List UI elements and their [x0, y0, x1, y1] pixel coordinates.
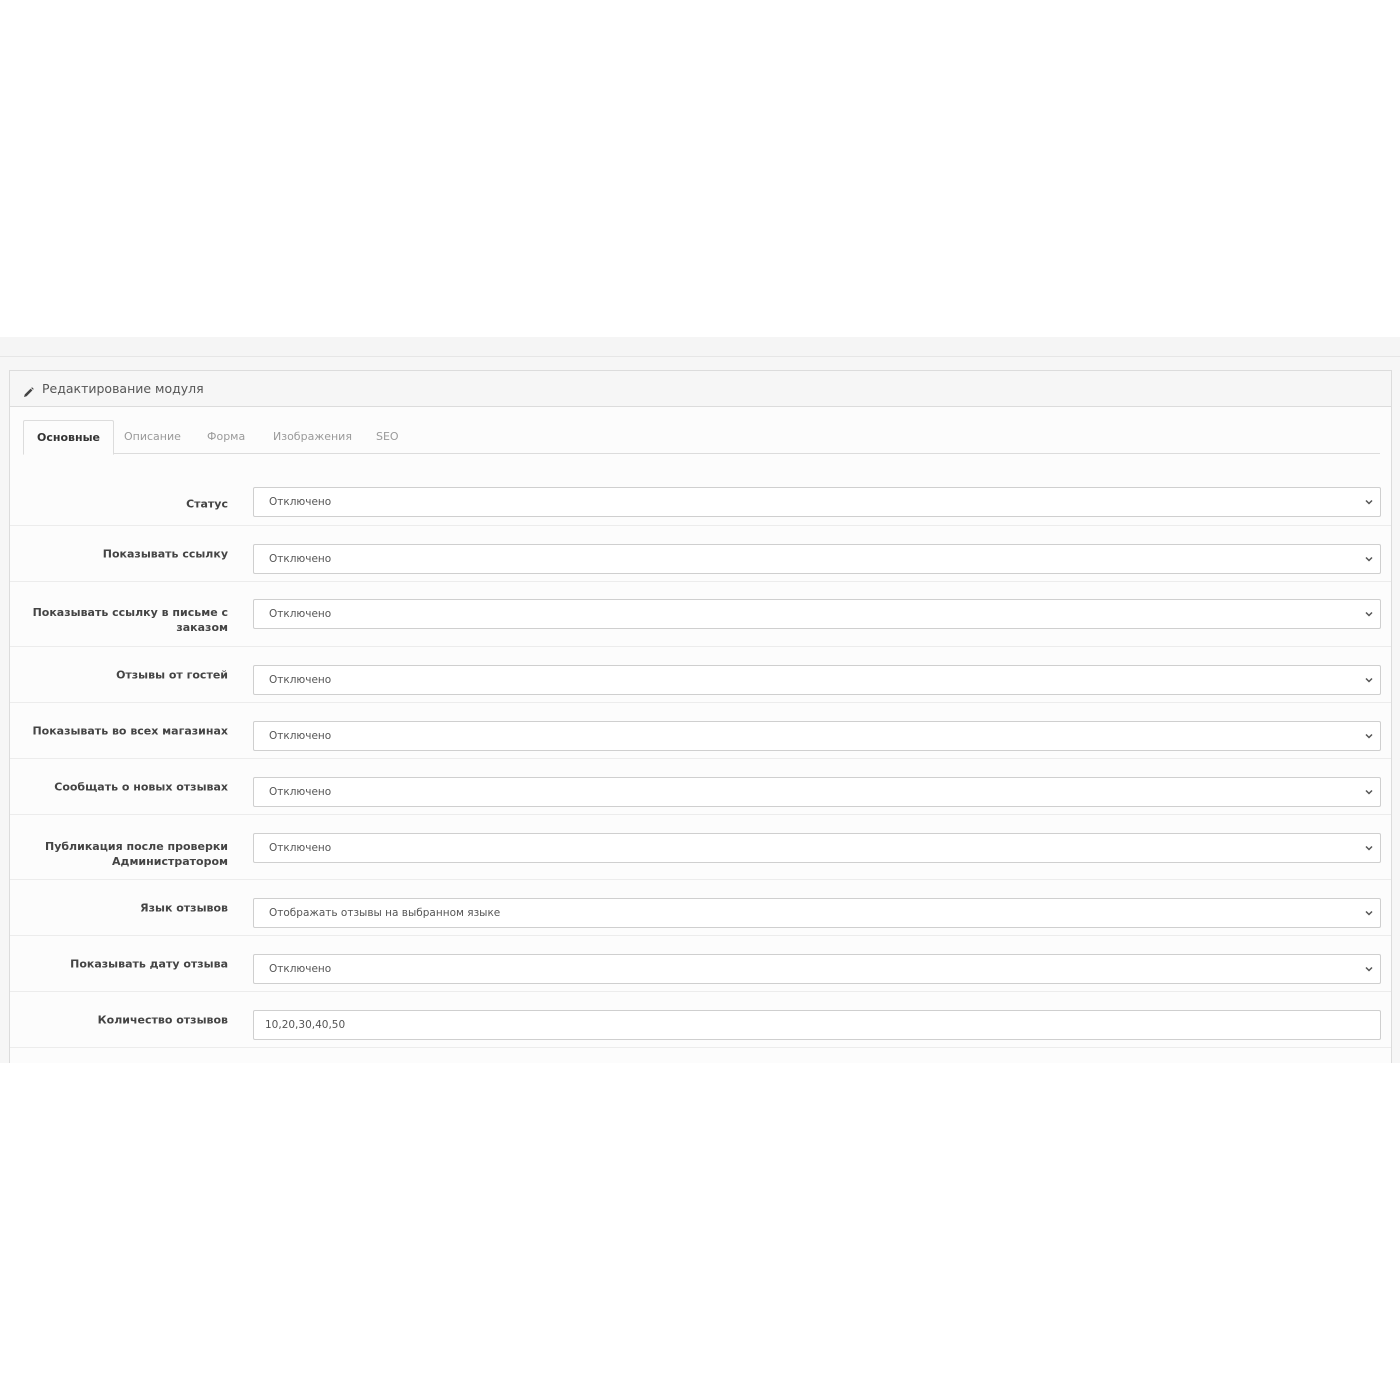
select-value: Отключено [269, 963, 332, 975]
all-stores-select[interactable] [253, 721, 1381, 751]
chevron-down-icon [1364, 675, 1374, 685]
show-link-select[interactable] [253, 544, 1381, 574]
tab-main[interactable]: Основные [23, 420, 114, 455]
tab-images[interactable]: Изображения [273, 430, 352, 443]
select-value: Отключено [269, 786, 332, 798]
form-row-guest-reviews [10, 647, 1391, 703]
form-row-show-link [10, 526, 1391, 582]
chevron-down-icon [1364, 843, 1374, 853]
module-edit-panel [9, 370, 1392, 1063]
chevron-down-icon [1364, 908, 1374, 918]
field-label: Язык отзывов [140, 901, 228, 915]
show-date-select[interactable] [253, 954, 1381, 984]
tab-seo[interactable]: SEO [376, 430, 399, 443]
field-label: Количество отзывов [97, 1013, 228, 1027]
chevron-down-icon [1364, 787, 1374, 797]
admin-screen [0, 337, 1400, 1063]
link-in-email-select[interactable] [253, 599, 1381, 629]
form-row-notify-new [10, 759, 1391, 815]
select-value: Отключено [269, 674, 332, 686]
select-value: Отключено [269, 608, 332, 620]
select-value: Отключено [269, 553, 332, 565]
status-select[interactable] [253, 487, 1381, 517]
field-label: Отзывы от гостей [116, 668, 228, 682]
chevron-down-icon [1364, 609, 1374, 619]
top-strip [0, 337, 1400, 357]
form-row-link-in-email [10, 582, 1391, 647]
form-row-status [10, 469, 1391, 526]
panel-title: Редактирование модуля [42, 381, 204, 396]
select-value: Отключено [269, 730, 332, 742]
field-label: Показывать ссылку в письме с заказом [32, 606, 228, 634]
moderation-select[interactable] [253, 833, 1381, 863]
field-label: Показывать ссылку [102, 547, 228, 561]
field-label: Показывать дату отзыва [70, 957, 228, 971]
guest-reviews-select[interactable] [253, 665, 1381, 695]
select-value: Отображать отзывы на выбранном языке [269, 907, 501, 919]
review-count-input[interactable] [253, 1010, 1381, 1040]
form-row-moderation [10, 815, 1391, 880]
panel-heading [10, 371, 1391, 407]
select-value: Отключено [269, 496, 332, 508]
form-row-show-date [10, 936, 1391, 992]
notify-new-select[interactable] [253, 777, 1381, 807]
input-value: 10,20,30,40,50 [265, 1019, 346, 1031]
field-label: Публикация после проверки Администратором [45, 840, 228, 868]
chevron-down-icon [1364, 554, 1374, 564]
form-row-review-count [10, 992, 1391, 1048]
form-row-review-language [10, 880, 1391, 936]
review-language-select[interactable] [253, 898, 1381, 928]
select-value: Отключено [269, 842, 332, 854]
chevron-down-icon [1364, 964, 1374, 974]
chevron-down-icon [1364, 497, 1374, 507]
field-label: Статус [186, 497, 228, 511]
tab-form[interactable]: Форма [207, 430, 246, 443]
pencil-icon [23, 383, 34, 394]
field-label: Сообщать о новых отзывах [54, 780, 228, 794]
field-label: Показывать во всех магазинах [32, 724, 228, 738]
tab-description[interactable]: Описание [124, 430, 181, 443]
form-row-all-stores [10, 703, 1391, 759]
chevron-down-icon [1364, 731, 1374, 741]
tab-bar [23, 420, 1380, 454]
